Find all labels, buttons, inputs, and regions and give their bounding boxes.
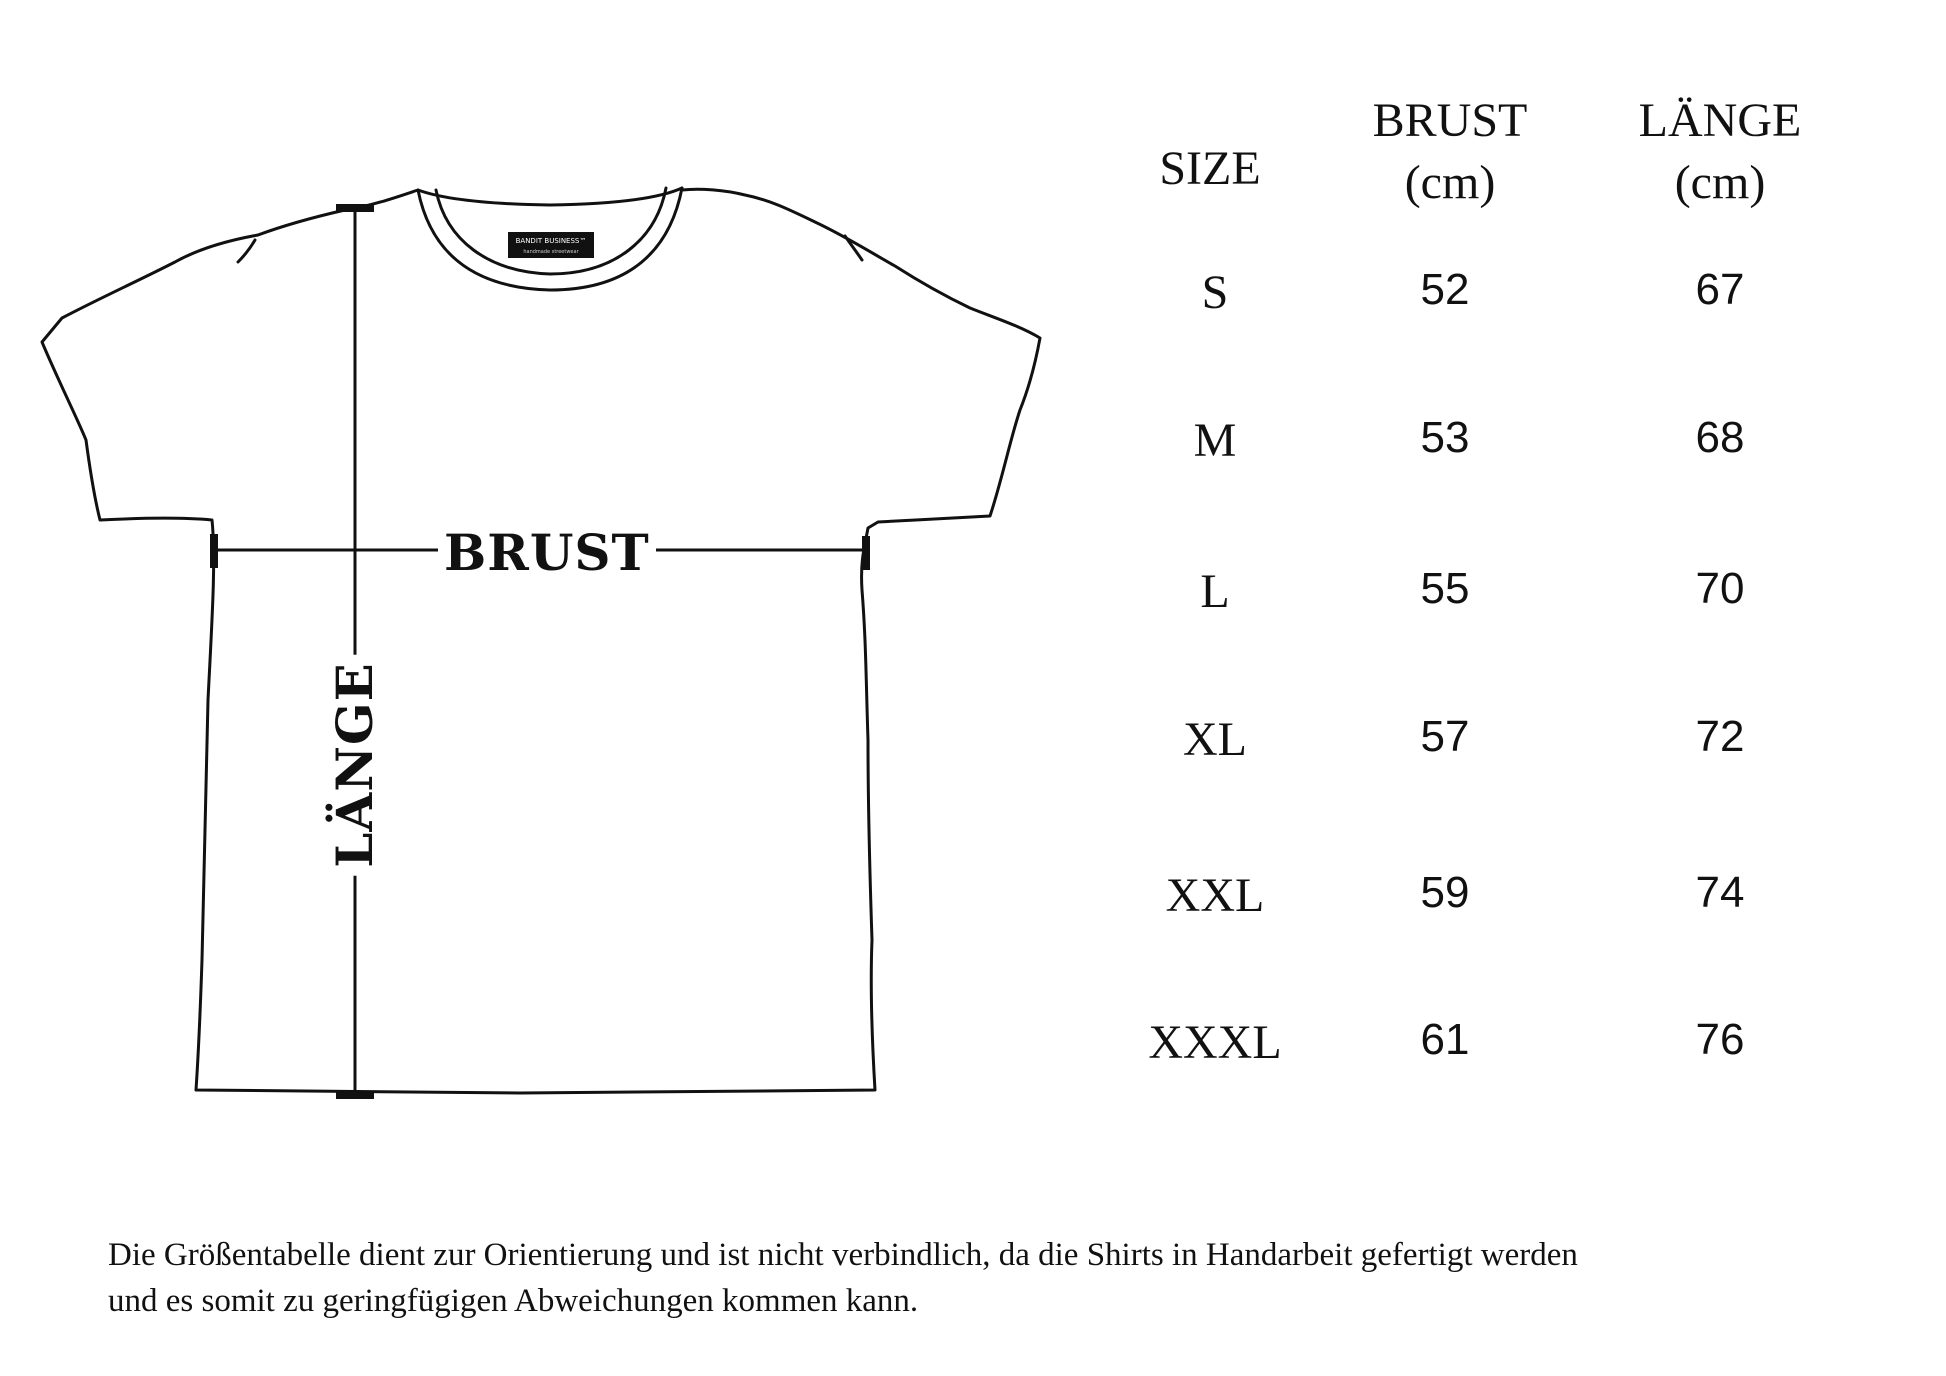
size-table [1100,90,1920,1090]
laenge-cell: 70 [1695,564,1745,613]
header-laenge [1620,90,1820,215]
size-cell: XXL [1165,869,1265,922]
size-cell: XL [1183,713,1247,766]
brust-cell: 59 [1420,868,1470,917]
header-brust-label: BRUST [1372,94,1528,147]
collar-top [418,188,682,205]
size-cell: S [1201,266,1229,319]
laenge-cell: 76 [1695,1015,1745,1064]
brand-tag-line2: handmade streetwear [523,249,579,255]
header-brust [1350,90,1550,215]
header-laenge-unit: (cm) [1674,156,1766,210]
disclaimer-line-2: und es somit zu geringfügigen Abweichungen kommen kann. [108,1283,919,1319]
header-brust-unit: (cm) [1404,156,1496,210]
brust-cell: 53 [1420,413,1470,462]
brust-measure-label: BRUST [438,528,656,578]
disclaimer-line-1: Die Größentabelle dient zur Orientierung und ist nicht verbindlich, da die Shirts in Handarbeit gefertigt werden [108,1237,1578,1273]
table-row [1100,868,1920,938]
table-row [1100,1015,1920,1085]
brust-cell: 57 [1420,712,1470,761]
disclaimer-note [108,1232,1868,1324]
size-cell: M [1193,414,1237,467]
header-laenge-label: LÄNGE [1638,94,1802,147]
table-row [1100,265,1920,335]
size-cell: L [1200,565,1230,618]
brust-cell: 61 [1420,1015,1470,1064]
tshirt-outline [42,189,1040,1093]
laenge-measure-label: LÄNGE [330,654,380,875]
table-row [1100,413,1920,483]
laenge-cell: 74 [1695,868,1745,917]
laenge-cell: 68 [1695,413,1745,462]
brand-tag-line1: BANDIT BUSINESS™ [515,237,587,245]
brust-cell: 55 [1420,564,1470,613]
laenge-cell: 72 [1695,712,1745,761]
laenge-cell: 67 [1695,265,1745,314]
table-row [1100,564,1920,634]
table-row [1100,712,1920,782]
header-size: SIZE [1159,142,1261,195]
brust-cell: 52 [1420,265,1470,314]
size-cell: XXXL [1148,1016,1282,1069]
tshirt-diagram [0,0,1100,1150]
